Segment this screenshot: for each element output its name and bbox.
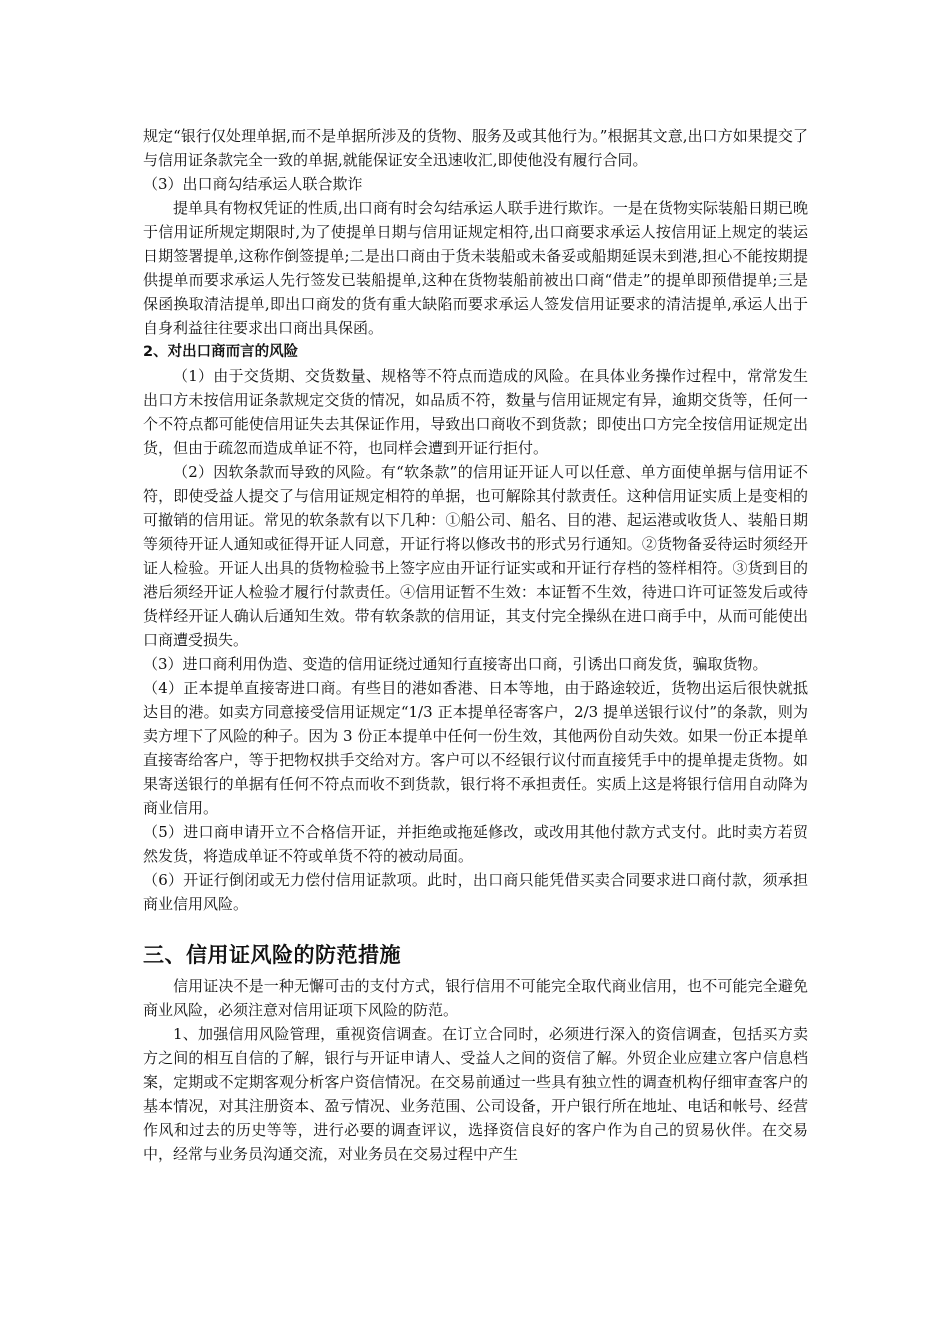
chapter-heading-prevention: 三、信用证风险的防范措施 [143,943,401,967]
subheading-exporter-carrier-fraud: （3）出口商勾结承运人联合欺诈 [143,175,363,193]
paragraph-soft-clause-risk: （2）因软条款而导致的风险。有“软条款”的信用证开证人可以任意、单方面使单据与信用证不符，即使受益人提交了与信用证规定相符的单据，也可解除其付款责任。这种信用证实质上是变相的可撤销的信用证。常见的软条款有以下几种：①船公司、船名、目的港、起运港或收货人、装船日期等须待开证人通知或征得开证人同意，开证行将以修改书的形式另行通知。②货物备妥待运时须经开证人检验。开证人出具的货物检验书上签字应由开证行证实或和开证行存档的签样相符。③货到目的港后须经开证人检验才履行付款责任。④信用证暂不生效：本证暂不生效，待进口许可证签发后或待货样经开证人确认后通知生效。带有软条款的信用证，其支付完全操纵在进口商手中，从而可能使出口商遭受损失。 [143,463,808,649]
paragraph-original-bill-direct: （4）正本提单直接寄进口商。有些目的港如香港、日本等地，由于路途较近，货物出运后很快就抵达目的港。如卖方同意接受信用证规定“1/3 正本提单径寄客户，2/3 提单送银行议付”的条款，则为卖方埋下了风险的种子。因为 3 份正本提单中任何一份生效，其他两份自动失效。如果一份正本提单直接寄给客户，等于把物权拱手交给对方。客户可以不经银行议付而直接凭手中的提单提走货物。如果寄送银行的单据有任何不符点而收不到货款，银行将不承担责任。实质上这是将银行信用自动降为商业信用。 [143,679,808,817]
paragraph-unqualified-credit: （5）进口商申请开立不合格信开证，并拒绝或拖延修改，或改用其他付款方式支付。此时卖方若贸然发货，将造成单证不符或单货不符的被动局面。 [143,823,808,865]
paragraph-bank-failure: （6）开证行倒闭或无力偿付信用证款项。此时，出口商只能凭借买卖合同要求进口商付款，须承担商业信用风险。 [143,871,808,913]
paragraph-prevention-intro: 信用证决不是一种无懈可击的支付方式，银行信用不可能完全取代商业信用，也不可能完全避免商业风险，必须注意对信用证项下风险的防范。 [143,977,808,1019]
paragraph-forged-credit: （3）进口商利用伪造、变造的信用证绕过通知行直接寄出口商，引诱出口商发货，骗取货物。 [143,655,768,673]
paragraph-bank-documents: 规定“银行仅处理单据,而不是单据所涉及的货物、服务及或其他行为。”根据其文意,出口方如果提交了与信用证条款完全一致的单据,就能保证安全迅速收汇,即使他没有履行合同。 [143,127,808,169]
document-body [143,124,808,1166]
paragraph-credit-risk-management: 1、加强信用风险管理，重视资信调查。在订立合同时，必须进行深入的资信调查，包括买方卖方之间的相互自信的了解，银行与开证申请人、受益人之间的资信了解。外贸企业应建立客户信息档案，定期或不定期客观分析客户资信情况。在交易前通过一些具有独立性的调查机构仔细审查客户的基本情况，对其注册资本、盈亏情况、业务范围、公司设备，开户银行所在地址、电话和帐号、经营作风和过去的历史等等，进行必要的调查评议，选择资信良好的客户作为自己的贸易伙伴。在交易中，经常与业务员沟通交流，对业务员在交易过程中产生 [143,1025,808,1163]
paragraph-bill-of-lading-fraud: 提单具有物权凭证的性质,出口商有时会勾结承运人联手进行欺诈。一是在货物实际装船日期已晚于信用证所规定期限时,为了使提单日期与信用证规定相符,出口商要求承运人按信用证上规定的装运日期签署提单,这称作倒签提单;二是出口商由于货未装船或未备妥或船期延误未到港,担心不能按期提供提单而要求承运人先行签发已装船提单,这种在货物装船前被出口商“借走”的提单即预借提单;三是保函换取清洁提单,即出口商发的货有重大缺陷而要求承运人签发信用证要求的清洁提单,承运人出于自身利益往往要求出口商出具保函。 [143,199,808,337]
section-heading-exporter-risk: 2、对出口商而言的风险 [143,344,299,360]
paragraph-discrepancy-risk: （1）由于交货期、交货数量、规格等不符点而造成的风险。在具体业务操作过程中，常常发生出口方未按信用证条款规定交货的情况，如品质不符，数量与信用证规定有异，逾期交货等，任何一个不符点都可能使信用证失去其保证作用，导致出口商收不到货款；即使出口方完全按信用证规定出货，但由于疏忽而造成单证不符，也同样会遭到开证行拒付。 [143,367,808,457]
